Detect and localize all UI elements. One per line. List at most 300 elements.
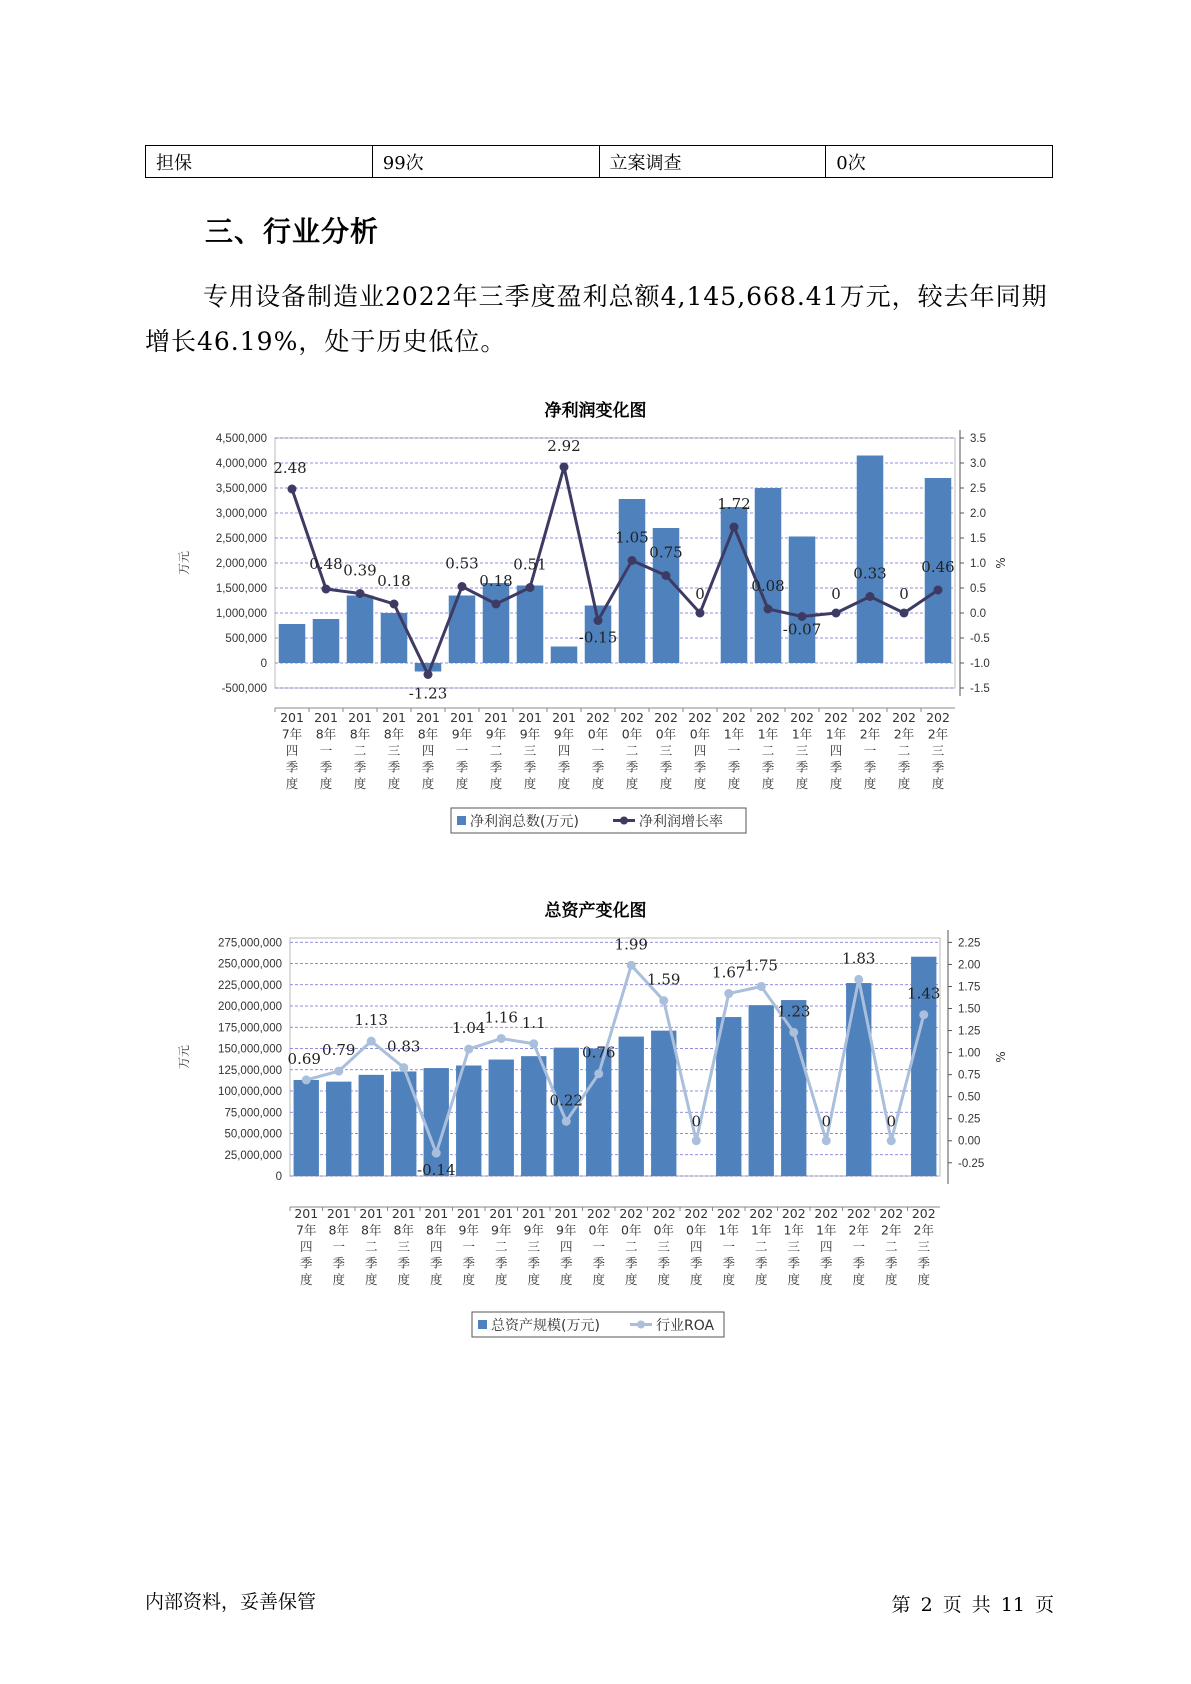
x-axis-tick: 一: [319, 743, 333, 758]
x-axis-tick: 202: [684, 1206, 709, 1221]
net-profit-chart: [0, 390, 1191, 845]
x-axis-tick: 9年: [519, 726, 541, 742]
x-axis-tick: 度: [397, 1272, 411, 1287]
x-axis-tick: 0年: [653, 1222, 674, 1238]
x-axis-tick: 度: [689, 1272, 703, 1287]
x-axis-tick: 9年: [458, 1222, 479, 1238]
x-axis-tick: 季: [527, 1255, 541, 1271]
x-axis-tick: 季: [689, 1255, 703, 1271]
bar: [449, 596, 476, 664]
x-axis-tick: 一: [591, 743, 605, 758]
x-axis-tick: 一: [727, 743, 741, 758]
x-axis-tick: 度: [625, 776, 639, 791]
x-axis-tick: 季: [557, 759, 571, 775]
x-axis-tick: 1年: [783, 1222, 804, 1238]
right-axis-tick: 2.00: [958, 959, 981, 972]
series-point: [594, 616, 603, 625]
x-axis-tick: 0年: [588, 1222, 609, 1238]
x-axis-tick: 201: [359, 1206, 384, 1221]
x-axis-tick: 2年: [893, 726, 915, 742]
left-axis-tick: 75,000,000: [224, 1107, 282, 1120]
x-axis-tick: 季: [421, 759, 435, 775]
data-label: 1.72: [717, 495, 751, 513]
x-axis-tick: 季: [624, 1255, 638, 1271]
x-axis-tick: 度: [917, 1272, 931, 1287]
data-label: 1.23: [777, 1002, 811, 1021]
x-axis-tick: 201: [518, 710, 542, 725]
x-axis-tick: 季: [693, 759, 707, 775]
bar: [279, 624, 306, 663]
left-axis-tick: 225,000,000: [218, 979, 282, 992]
net-profit-chart-svg: [0, 390, 1191, 845]
right-axis-tick: 0.50: [958, 1091, 981, 1104]
x-axis-tick: 度: [523, 776, 537, 791]
data-label: 0.39: [343, 561, 377, 580]
series-point: [822, 1136, 831, 1145]
series-point: [560, 463, 569, 472]
right-axis-tick: 0.75: [958, 1069, 981, 1082]
x-axis-tick: 202: [620, 710, 644, 725]
bar: [619, 499, 646, 663]
x-axis-tick: 202: [749, 1206, 774, 1221]
x-axis-tick: 202: [586, 710, 610, 725]
left-axis-tick: 125,000,000: [218, 1064, 282, 1077]
penalty-table: [145, 145, 1053, 178]
bar: [521, 1056, 546, 1176]
x-axis-tick: 度: [494, 1272, 508, 1287]
right-axis-unit: %: [994, 1051, 1008, 1063]
x-axis-tick: 季: [455, 759, 469, 775]
x-axis-tick: 度: [421, 776, 435, 791]
x-axis-tick: 度: [557, 776, 571, 791]
x-axis-tick: 1年: [751, 1222, 772, 1238]
x-axis-tick: 二: [625, 743, 639, 758]
x-axis-tick: 202: [716, 1206, 741, 1221]
x-axis-tick: 季: [559, 1255, 573, 1271]
x-axis-tick: 四: [819, 1239, 833, 1254]
table-cell: 担保: [146, 146, 373, 178]
x-axis-tick: 季: [884, 1255, 898, 1271]
x-axis-tick: 四: [557, 743, 571, 758]
x-axis-tick: 201: [484, 710, 508, 725]
x-axis-tick: 7年: [296, 1222, 317, 1238]
x-axis-tick: 度: [527, 1272, 541, 1287]
x-axis-tick: 202: [892, 710, 916, 725]
x-axis-tick: 201: [456, 1206, 481, 1221]
data-label: 0.79: [322, 1041, 356, 1060]
x-axis-tick: 9年: [451, 726, 473, 742]
x-axis-tick: 四: [559, 1239, 573, 1254]
series-point: [492, 600, 501, 609]
left-axis-unit: 万元: [177, 1044, 191, 1070]
left-axis-tick: 50,000,000: [224, 1128, 282, 1141]
bar: [551, 647, 578, 664]
x-axis-tick: 季: [787, 1255, 801, 1271]
series-point: [562, 1117, 571, 1126]
data-label: -0.14: [417, 1161, 456, 1180]
x-axis-tick: 201: [294, 1206, 319, 1221]
x-axis-tick: 四: [285, 743, 299, 758]
analysis-paragraph: 专用设备制造业2022年三季度盈利总额4,145,668.41万元，较去年同期增长46.19%，处于历史低位。: [145, 282, 1048, 356]
right-axis-tick: -0.25: [958, 1157, 985, 1170]
x-axis-tick: 9年: [553, 726, 575, 742]
data-label: 0: [831, 585, 841, 603]
right-axis-tick: -1.5: [970, 683, 990, 695]
x-axis-tick: 201: [314, 710, 338, 725]
x-axis-tick: 季: [917, 1255, 931, 1271]
bar: [789, 537, 816, 664]
data-label: 1.16: [484, 1008, 518, 1027]
x-axis-tick: 8年: [393, 1222, 414, 1238]
bar: [359, 1075, 384, 1176]
x-axis-tick: 201: [521, 1206, 546, 1221]
x-axis-tick: 度: [884, 1272, 898, 1287]
data-label: 1.83: [842, 949, 876, 968]
x-axis-tick: 202: [879, 1206, 904, 1221]
series-point: [526, 583, 535, 592]
right-axis-tick: 3.5: [970, 433, 986, 445]
right-axis-tick: 1.75: [958, 981, 981, 994]
data-label: 2.48: [273, 459, 307, 477]
footer-page-number: 第 2 页 共 11 页: [891, 1594, 1054, 1616]
data-label: 1.43: [907, 984, 941, 1003]
left-axis-tick: 100,000,000: [218, 1086, 282, 1098]
x-axis-tick: 202: [651, 1206, 676, 1221]
x-axis-tick: 8年: [328, 1222, 349, 1238]
data-label: 0.76: [582, 1043, 616, 1062]
x-axis-tick: 一: [722, 1239, 736, 1254]
data-label: 1.04: [452, 1019, 486, 1038]
x-axis-tick: 8年: [417, 726, 439, 742]
data-label: 1.99: [614, 935, 648, 954]
right-axis-tick: -1.0: [970, 658, 990, 670]
x-axis-tick: 度: [829, 776, 843, 791]
x-axis-tick: 四: [421, 743, 435, 758]
series-point: [356, 589, 365, 598]
series-point: [887, 1136, 896, 1145]
x-axis-tick: 度: [897, 776, 911, 791]
x-axis-tick: 季: [364, 1255, 378, 1271]
x-axis-tick: 度: [489, 776, 503, 791]
x-axis-tick: 三: [527, 1239, 541, 1254]
left-axis-tick: 275,000,000: [218, 937, 282, 950]
x-axis-tick: 度: [693, 776, 707, 791]
x-axis-tick: 一: [462, 1239, 476, 1254]
right-axis-tick: 1.00: [958, 1047, 981, 1060]
x-axis-tick: 8年: [315, 726, 337, 742]
footer-confidential: 内部资料，妥善保管: [145, 1591, 317, 1613]
x-axis-tick: 202: [846, 1206, 871, 1221]
x-axis-tick: 201: [554, 1206, 579, 1221]
x-axis-tick: 度: [429, 1272, 443, 1287]
x-axis-tick: 1年: [816, 1222, 837, 1238]
legend-line-label: 行业ROA: [656, 1318, 715, 1334]
x-axis-tick: 季: [299, 1255, 313, 1271]
x-axis-tick: 201: [280, 710, 304, 725]
x-axis-tick: 度: [863, 776, 877, 791]
x-axis-tick: 2年: [881, 1222, 902, 1238]
x-axis-tick: 季: [319, 759, 333, 775]
series-point: [724, 989, 733, 998]
series-point: [628, 556, 637, 565]
bar: [483, 583, 510, 663]
x-axis-tick: 度: [353, 776, 367, 791]
bar: [749, 1005, 774, 1176]
table-cell: 99次: [372, 146, 599, 178]
x-axis-tick: 一: [863, 743, 877, 758]
data-label: 0.33: [853, 564, 887, 583]
right-axis-tick: 0.0: [970, 608, 986, 620]
x-axis-tick: 四: [299, 1239, 313, 1254]
x-axis-tick: 9年: [485, 726, 507, 742]
left-axis-tick: 2,500,000: [215, 533, 267, 545]
left-axis-tick: 1,500,000: [215, 583, 267, 595]
bar: [619, 1037, 644, 1176]
table-cell: 0次: [826, 146, 1053, 178]
data-label: 0.75: [649, 543, 683, 562]
series-point: [764, 605, 773, 614]
x-axis-tick: 度: [761, 776, 775, 791]
left-axis-tick: 0: [260, 658, 267, 670]
data-label: 0: [899, 585, 909, 603]
x-axis-tick: 度: [455, 776, 469, 791]
x-axis-tick: 0年: [689, 726, 711, 742]
bar: [755, 488, 782, 663]
data-label: 1.59: [647, 970, 681, 989]
x-axis-tick: 度: [819, 1272, 833, 1287]
x-axis-tick: 1年: [825, 726, 847, 742]
x-axis-tick: 202: [756, 710, 780, 725]
x-axis-tick: 三: [931, 743, 945, 758]
right-axis-tick: 0.00: [958, 1135, 981, 1148]
x-axis-tick: 二: [353, 743, 367, 758]
right-axis-tick: 2.5: [970, 483, 986, 495]
x-axis-tick: 季: [852, 1255, 866, 1271]
data-label: 0.08: [751, 577, 785, 595]
x-axis-tick: 8年: [383, 726, 405, 742]
x-axis-tick: 201: [489, 1206, 514, 1221]
x-axis-tick: 201: [424, 1206, 449, 1221]
data-label: 0.46: [921, 558, 955, 576]
x-axis-tick: 202: [926, 710, 950, 725]
x-axis-tick: 201: [416, 710, 440, 725]
x-axis-tick: 度: [795, 776, 809, 791]
series-point: [432, 1149, 441, 1158]
x-axis-tick: 季: [387, 759, 401, 775]
left-axis-tick: 3,000,000: [215, 508, 267, 520]
x-axis-tick: 度: [754, 1272, 768, 1287]
series-point: [390, 600, 399, 609]
data-label: 0: [691, 1112, 702, 1131]
series-point: [399, 1063, 408, 1072]
series-point: [934, 586, 943, 595]
x-axis-tick: 1年: [723, 726, 745, 742]
left-axis-unit: 万元: [177, 550, 191, 576]
series-point: [659, 996, 668, 1005]
x-axis-tick: 一: [592, 1239, 606, 1254]
series-point: [594, 1069, 603, 1078]
x-axis-tick: 2年: [927, 726, 949, 742]
x-axis-tick: 度: [319, 776, 333, 791]
x-axis-tick: 0年: [686, 1222, 707, 1238]
x-axis-tick: 季: [761, 759, 775, 775]
x-axis-tick: 8年: [349, 726, 371, 742]
bar: [326, 1082, 351, 1176]
bar: [857, 456, 884, 664]
x-axis-tick: 四: [829, 743, 843, 758]
x-axis-tick: 二: [884, 1239, 898, 1254]
series-point: [424, 670, 433, 679]
x-axis-tick: 季: [494, 1255, 508, 1271]
x-axis-tick: 度: [364, 1272, 378, 1287]
series-point: [529, 1039, 538, 1048]
data-label: 0.83: [387, 1037, 421, 1056]
data-label: 0.53: [445, 554, 479, 573]
series-point: [662, 571, 671, 580]
x-axis-tick: 季: [489, 759, 503, 775]
data-label: -0.15: [578, 628, 618, 647]
bar: [313, 619, 340, 663]
x-axis-tick: 202: [824, 710, 848, 725]
right-axis-unit: %: [994, 557, 1008, 569]
left-axis-tick: 250,000,000: [218, 958, 282, 971]
x-axis-tick: 9年: [523, 1222, 544, 1238]
series-point: [627, 961, 636, 970]
x-axis-tick: 度: [559, 1272, 573, 1287]
x-axis-tick: 季: [722, 1255, 736, 1271]
x-axis-tick: 三: [795, 743, 809, 758]
legend-bar-label: 总资产规模(万元): [491, 1318, 600, 1334]
x-axis-tick: 9年: [556, 1222, 577, 1238]
x-axis-tick: 202: [858, 710, 882, 725]
left-axis-tick: 4,000,000: [215, 458, 267, 470]
x-axis-tick: 季: [523, 759, 537, 775]
table-row: [146, 146, 1053, 178]
right-axis-tick: 1.0: [970, 558, 986, 570]
x-axis-tick: 度: [591, 776, 605, 791]
bar: [347, 596, 374, 664]
left-axis-tick: 175,000,000: [218, 1022, 282, 1035]
chart-title: 总资产变化图: [544, 901, 647, 921]
x-axis-tick: 季: [285, 759, 299, 775]
x-axis-tick: 202: [619, 1206, 644, 1221]
x-axis-tick: 201: [552, 710, 576, 725]
x-axis-tick: 度: [285, 776, 299, 791]
x-axis-tick: 2年: [913, 1222, 934, 1238]
x-axis-tick: 度: [387, 776, 401, 791]
left-axis-tick: 0: [275, 1171, 282, 1183]
x-axis-tick: 三: [397, 1239, 411, 1254]
x-axis-tick: 202: [790, 710, 814, 725]
x-axis-tick: 201: [391, 1206, 416, 1221]
x-axis-tick: 度: [722, 1272, 736, 1287]
x-axis-tick: 201: [326, 1206, 351, 1221]
data-label: 0.22: [549, 1091, 583, 1110]
x-axis-tick: 度: [299, 1272, 313, 1287]
series-point: [757, 982, 766, 991]
section-heading: 三、行业分析: [205, 215, 380, 248]
data-label: -1.23: [408, 684, 448, 703]
x-axis-tick: 0年: [621, 726, 643, 742]
data-label: 1.1: [521, 1013, 546, 1032]
right-axis-tick: 2.25: [958, 937, 981, 950]
x-axis-tick: 2年: [848, 1222, 869, 1238]
data-label: 1.75: [744, 956, 778, 975]
x-axis-tick: 2年: [859, 726, 881, 742]
x-axis-tick: 季: [863, 759, 877, 775]
x-axis-tick: 季: [795, 759, 809, 775]
x-axis-tick: 201: [382, 710, 406, 725]
x-axis-tick: 度: [727, 776, 741, 791]
table-cell: 立案调查: [599, 146, 826, 178]
x-axis-tick: 度: [852, 1272, 866, 1287]
right-axis-tick: 0.5: [970, 583, 986, 595]
x-axis-tick: 季: [592, 1255, 606, 1271]
right-axis-tick: 3.0: [970, 458, 986, 470]
data-label: 0: [821, 1112, 832, 1131]
right-axis-tick: -0.5: [970, 633, 990, 645]
series-point: [919, 1010, 928, 1019]
series-point: [334, 1067, 343, 1076]
data-label: 0: [695, 585, 705, 603]
x-axis-tick: 季: [591, 759, 605, 775]
legend-bar-swatch: [478, 1320, 487, 1329]
data-label: 0.48: [309, 555, 343, 573]
x-axis-tick: 度: [659, 776, 673, 791]
series-point: [866, 592, 875, 601]
x-axis-tick: 季: [657, 1255, 671, 1271]
legend-line-label: 净利润增长率: [639, 814, 723, 830]
series-point: [367, 1037, 376, 1046]
bar: [489, 1060, 514, 1176]
x-axis-tick: 度: [624, 1272, 638, 1287]
x-axis-tick: 度: [787, 1272, 801, 1287]
x-axis-tick: 季: [462, 1255, 476, 1271]
data-label: 1.67: [712, 963, 746, 982]
x-axis-tick: 202: [722, 710, 746, 725]
right-axis-tick: 2.0: [970, 508, 986, 520]
x-axis-tick: 季: [829, 759, 843, 775]
bar: [781, 1000, 806, 1176]
x-axis-tick: 二: [624, 1239, 638, 1254]
x-axis-tick: 度: [462, 1272, 476, 1287]
series-point: [458, 582, 467, 591]
x-axis-tick: 202: [586, 1206, 611, 1221]
x-axis-tick: 季: [332, 1255, 346, 1271]
legend-bar-swatch: [457, 816, 466, 825]
x-axis-tick: 季: [625, 759, 639, 775]
x-axis-tick: 一: [455, 743, 469, 758]
x-axis-tick: 二: [754, 1239, 768, 1254]
left-axis-tick: 500,000: [225, 633, 267, 645]
x-axis-tick: 四: [689, 1239, 703, 1254]
x-axis-tick: 三: [387, 743, 401, 758]
x-axis-tick: 1年: [757, 726, 779, 742]
x-axis-tick: 季: [897, 759, 911, 775]
x-axis-tick: 1年: [718, 1222, 739, 1238]
series-point: [696, 609, 705, 618]
data-label: 0.18: [479, 572, 513, 590]
bar: [716, 1017, 741, 1176]
total-assets-chart-svg: [0, 890, 1191, 1345]
x-axis-tick: 202: [781, 1206, 806, 1221]
x-axis-tick: 二: [897, 743, 911, 758]
data-label: 0.51: [513, 555, 547, 574]
legend-bar-label: 净利润总数(万元): [470, 814, 579, 830]
x-axis-tick: 季: [397, 1255, 411, 1271]
chart-title: 净利润变化图: [544, 401, 647, 421]
x-axis-tick: 季: [353, 759, 367, 775]
